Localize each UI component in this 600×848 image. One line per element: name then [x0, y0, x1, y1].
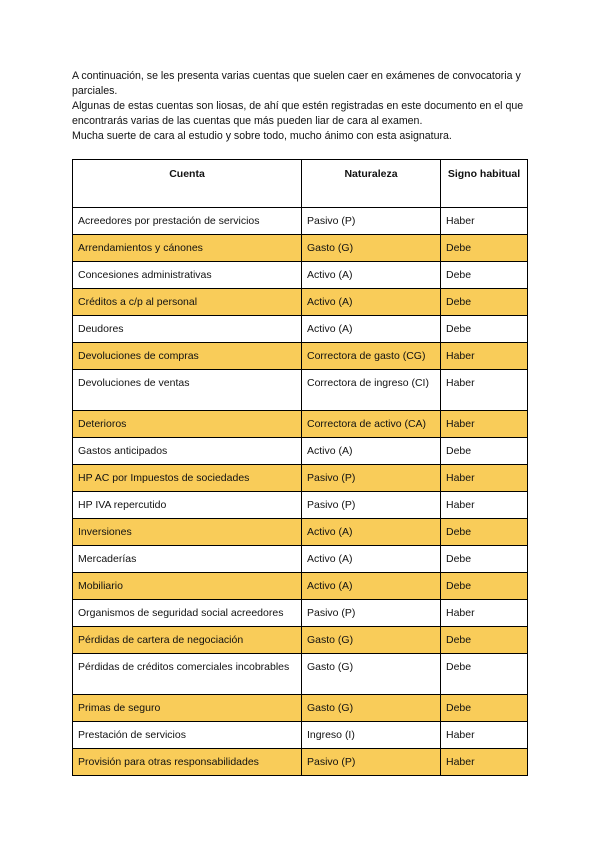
cell-signo: Debe — [441, 627, 528, 654]
table-row — [73, 722, 528, 749]
table-row — [73, 370, 528, 411]
cell-signo: Haber — [441, 749, 528, 776]
cell-signo: Debe — [441, 438, 528, 465]
table-row — [73, 289, 528, 316]
cell-naturaleza: Correctora de activo (CA) — [302, 411, 441, 438]
cell-naturaleza: Activo (A) — [302, 262, 441, 289]
header-signo: Signo habitual — [441, 160, 528, 208]
cell-cuenta: Organismos de seguridad social acreedores — [73, 600, 302, 627]
cell-cuenta: Mercaderías — [73, 546, 302, 573]
table-row — [73, 411, 528, 438]
cell-signo: Haber — [441, 370, 528, 411]
cell-naturaleza: Activo (A) — [302, 573, 441, 600]
cell-signo: Debe — [441, 289, 528, 316]
cell-signo: Debe — [441, 695, 528, 722]
cell-naturaleza: Pasivo (P) — [302, 492, 441, 519]
cell-cuenta: Arrendamientos y cánones — [73, 235, 302, 262]
table-row — [73, 208, 528, 235]
intro-paragraph: Algunas de estas cuentas son liosas, de ahí que estén registradas en este documento en el que encontrarás varias de las cuentas que más pueden liar de cara al examen. — [72, 100, 524, 127]
table-row — [73, 695, 528, 722]
cell-naturaleza: Pasivo (P) — [302, 208, 441, 235]
cell-signo: Haber — [441, 343, 528, 370]
table-row — [73, 749, 528, 776]
cell-naturaleza: Pasivo (P) — [302, 465, 441, 492]
cell-signo: Debe — [441, 235, 528, 262]
cell-signo: Debe — [441, 262, 528, 289]
cell-signo: Debe — [441, 546, 528, 573]
cell-signo: Debe — [441, 316, 528, 343]
cell-naturaleza: Pasivo (P) — [302, 749, 441, 776]
cell-naturaleza: Pasivo (P) — [302, 600, 441, 627]
cell-signo: Haber — [441, 600, 528, 627]
cell-cuenta: Deudores — [73, 316, 302, 343]
cell-naturaleza: Correctora de gasto (CG) — [302, 343, 441, 370]
cell-cuenta: Inversiones — [73, 519, 302, 546]
cell-cuenta: Devoluciones de ventas — [73, 370, 302, 411]
cell-cuenta: Concesiones administrativas — [73, 262, 302, 289]
table-row — [73, 627, 528, 654]
cell-naturaleza: Gasto (G) — [302, 627, 441, 654]
cell-signo: Haber — [441, 465, 528, 492]
cell-cuenta: Mobiliario — [73, 573, 302, 600]
table-row — [73, 465, 528, 492]
cell-cuenta: Pérdidas de cartera de negociación — [73, 627, 302, 654]
cell-signo: Haber — [441, 722, 528, 749]
cell-naturaleza: Correctora de ingreso (CI) — [302, 370, 441, 411]
header-naturaleza: Naturaleza — [302, 160, 441, 208]
header-cuenta: Cuenta — [73, 160, 302, 208]
cell-cuenta: Acreedores por prestación de servicios — [73, 208, 302, 235]
table-row — [73, 492, 528, 519]
table-row — [73, 519, 528, 546]
table-row — [73, 262, 528, 289]
table-row — [73, 546, 528, 573]
cell-cuenta: Provisión para otras responsabilidades — [73, 749, 302, 776]
cell-naturaleza: Gasto (G) — [302, 695, 441, 722]
cell-cuenta: Prestación de servicios — [73, 722, 302, 749]
table-row — [73, 654, 528, 695]
intro-paragraph: A continuación, se les presenta varias cuentas que suelen caer en exámenes de convocatoria y parciales. — [72, 70, 521, 97]
cell-signo: Debe — [441, 573, 528, 600]
table-row — [73, 343, 528, 370]
table-row — [73, 438, 528, 465]
table-header-row — [73, 160, 528, 208]
cell-cuenta: Devoluciones de compras — [73, 343, 302, 370]
table-row — [73, 573, 528, 600]
cell-cuenta: Gastos anticipados — [73, 438, 302, 465]
cell-naturaleza: Activo (A) — [302, 546, 441, 573]
cell-naturaleza: Gasto (G) — [302, 654, 441, 695]
cell-naturaleza: Gasto (G) — [302, 235, 441, 262]
cell-naturaleza: Activo (A) — [302, 519, 441, 546]
cell-naturaleza: Ingreso (I) — [302, 722, 441, 749]
intro-text — [72, 69, 542, 144]
cell-signo: Debe — [441, 654, 528, 695]
cell-signo: Haber — [441, 411, 528, 438]
accounts-table — [72, 159, 528, 776]
table-row — [73, 235, 528, 262]
cell-cuenta: Deterioros — [73, 411, 302, 438]
cell-cuenta: HP AC por Impuestos de sociedades — [73, 465, 302, 492]
table-row — [73, 316, 528, 343]
table-row — [73, 600, 528, 627]
cell-naturaleza: Activo (A) — [302, 289, 441, 316]
cell-cuenta: HP IVA repercutido — [73, 492, 302, 519]
cell-naturaleza: Activo (A) — [302, 438, 441, 465]
cell-naturaleza: Activo (A) — [302, 316, 441, 343]
cell-signo: Debe — [441, 519, 528, 546]
cell-cuenta: Créditos a c/p al personal — [73, 289, 302, 316]
intro-paragraph: Mucha suerte de cara al estudio y sobre todo, mucho ánimo con esta asignatura. — [72, 130, 452, 142]
cell-cuenta: Pérdidas de créditos comerciales incobrables — [73, 654, 302, 695]
cell-signo: Haber — [441, 492, 528, 519]
cell-cuenta: Primas de seguro — [73, 695, 302, 722]
cell-signo: Haber — [441, 208, 528, 235]
